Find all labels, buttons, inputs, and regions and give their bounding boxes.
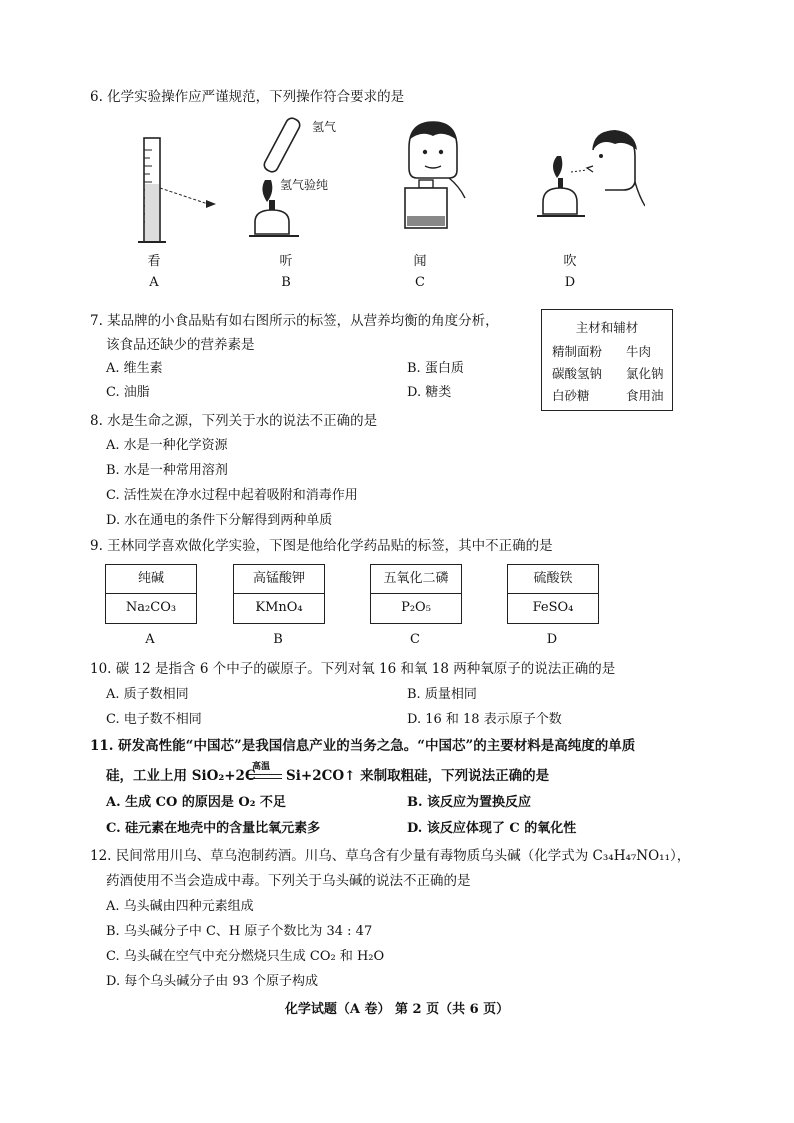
chemical-formula: Na₂CO₃	[125, 600, 177, 615]
ingredient-item: 精制面粉	[552, 344, 603, 359]
chemical-label-b	[233, 564, 325, 624]
q8-option-c: C. 活性炭在净水过程中起着吸附和消毒作用	[106, 488, 358, 503]
chemical-name: 纯碱	[106, 565, 196, 594]
ingredient-item: 氯化钠	[626, 366, 664, 381]
q6-letter-b: B	[281, 275, 291, 290]
ingredient-item: 白砂糖	[552, 388, 590, 403]
q10-option-a: A. 质子数相同	[106, 687, 189, 702]
chemical-formula: FeSO₄	[532, 600, 574, 615]
q12-option-a: A. 乌头碱由四种元素组成	[106, 899, 254, 914]
q7-option-d: D. 糖类	[407, 385, 452, 400]
q12-option-d: D. 每个乌头碱分子由 93 个原子构成	[106, 974, 319, 989]
q6-letter-a: A	[149, 275, 159, 290]
blowing-lamp-figure	[535, 126, 645, 236]
q12-stem-line1: 12. 民间常用川乌、草乌泡制药酒。川乌、草乌含有少量有毒物质乌头碱（化学式为 C₃₄H₄₇NO₁₁），	[90, 848, 691, 864]
q11-option-b: B. 该反应为置换反应	[407, 795, 532, 810]
q9-stem: 9. 王林同学喜欢做化学实验，下图是他给化学药品贴的标签，其中不正确的是	[90, 538, 553, 554]
chemical-formula: P₂O₅	[401, 600, 431, 615]
q9-letter-b: B	[273, 632, 283, 647]
q7-option-a: A. 维生素	[106, 361, 163, 376]
q10-stem: 10. 碳 12 是指含 6 个中子的碳原子。下列对氧 16 和氧 18 两种氧原子的说法正确的是	[90, 661, 616, 677]
chemical-name: 硫酸铁	[508, 565, 598, 594]
q7-stem-line1: 7. 某品牌的小食品贴有如右图所示的标签，从营养均衡的角度分析，	[90, 313, 499, 329]
reaction-condition: 高温	[252, 762, 271, 772]
q8-stem: 8. 水是生命之源，下列关于水的说法不正确的是	[90, 413, 378, 429]
ingredient-item: 牛肉	[626, 344, 652, 359]
q6-stem: 6. 化学实验操作应严谨规范，下列操作符合要求的是	[90, 89, 405, 105]
q10-option-d: D. 16 和 18 表示原子个数	[407, 712, 562, 727]
chemical-label-c	[370, 564, 462, 624]
q11-option-c: C. 硅元素在地壳中的含量比氧元素多	[106, 821, 321, 836]
q11-stem-line2-post: Si+2CO↑ 来制取粗硅，下列说法正确的是	[286, 768, 550, 784]
q6-annotation-hydrogen: 氢气	[312, 120, 337, 134]
q9-letter-d: D	[546, 632, 558, 647]
q6-caption-a: 看	[147, 254, 161, 269]
q6-caption-d: 吹	[563, 254, 577, 269]
q11-option-a: A. 生成 CO 的原因是 O₂ 不足	[106, 795, 286, 810]
q9-letter-a: A	[145, 632, 155, 647]
q12-option-b: B. 乌头碱分子中 C、H 原子个数比为 34 : 47	[106, 924, 373, 939]
q6-letter-c: C	[415, 275, 425, 290]
q8-option-d: D. 水在通电的条件下分解得到两种单质	[106, 513, 333, 528]
smelling-bottle-figure	[395, 118, 475, 233]
ingredient-item: 食用油	[626, 388, 664, 403]
chemical-label-d	[507, 564, 599, 624]
q12-option-c: C. 乌头碱在空气中充分燃烧只生成 CO₂ 和 H₂O	[106, 949, 385, 964]
q6-letter-d: D	[564, 275, 576, 290]
q12-stem-line2: 药酒使用不当会造成中毒。下列关于乌头碱的说法不正确的是	[106, 873, 471, 889]
q8-option-a: A. 水是一种化学资源	[106, 438, 228, 453]
q11-stem-line1: 11. 研发高性能“中国芯”是我国信息产业的当务之急。“中国芯”的主要材料是高纯度的单质	[90, 738, 636, 754]
q6-annotation-purity: 氢气验纯	[280, 178, 329, 192]
q11-option-d: D. 该反应体现了 C 的氧化性	[407, 821, 577, 836]
q11-stem-line2-pre: 硅，工业上用 SiO₂+2C	[106, 768, 256, 784]
q6-caption-b: 听	[279, 254, 293, 269]
ingredient-item: 碳酸氢钠	[552, 366, 603, 381]
q7-option-c: C. 油脂	[106, 385, 150, 400]
ingredient-label-box	[541, 309, 673, 411]
q9-letter-c: C	[410, 632, 420, 647]
ingredient-box-title: 主材和辅材	[575, 320, 639, 335]
page-footer: 化学试题（A 卷） 第 2 页（共 6 页）	[284, 1002, 510, 1017]
q10-option-b: B. 质量相同	[407, 687, 477, 702]
q7-stem-line2: 该食品还缺少的营养素是	[106, 337, 255, 353]
reaction-equals-line-bottom	[248, 778, 282, 779]
q10-option-c: C. 电子数不相同	[106, 712, 202, 727]
chemical-formula: KMnO₄	[255, 600, 303, 615]
chemical-label-a	[105, 564, 197, 624]
chemical-name: 高锰酸钾	[234, 565, 324, 594]
reaction-equals-line-top	[248, 774, 282, 775]
chemical-name: 五氧化二磷	[371, 565, 461, 594]
q7-option-b: B. 蛋白质	[407, 361, 464, 376]
q8-option-b: B. 水是一种常用溶剂	[106, 463, 228, 478]
q6-caption-c: 闻	[413, 254, 427, 269]
graduated-cylinder-figure	[130, 130, 230, 250]
